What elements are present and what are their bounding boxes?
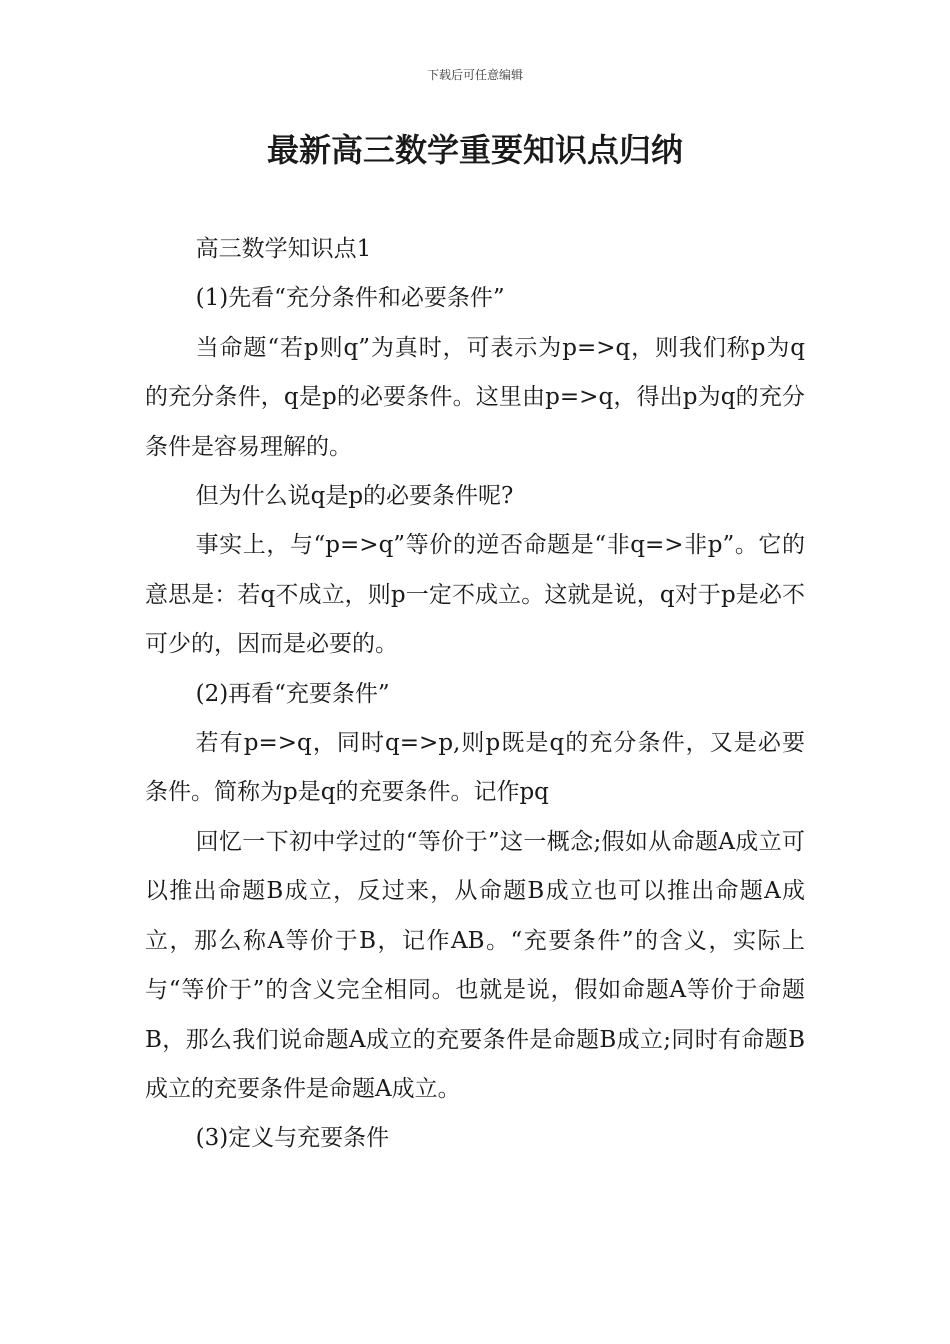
header-note: 下载后可任意编辑 <box>426 68 523 82</box>
paragraph-equivalence: 回忆一下初中学过的“等价于”这一概念;假如从命题A成立可以推出命题B成立，反过来，从命题B成立也可以推出命题A成立，那么称A等价于B，记作AB。“充要条件”的含义，实际上与“等价于”的含义完全相同。也就是说，假如命题A等价于命题B，那么我们说命题A成立的充要条件是命题B成立;同时有命题B成立的充要条件是命题A成立。 <box>145 828 805 1102</box>
paragraph-question: 但为什么说q是p的必要条件呢? <box>195 483 514 510</box>
paragraph-contrapositive: 事实上，与“p=>q”等价的逆否命题是“非q=>非p”。它的意思是：若q不成立，则p一定不成立。这就是说，q对于p是必不可少的，因而是必要的。 <box>145 532 805 658</box>
paragraph-sufficient-condition: 当命题“若p则q”为真时，可表示为p=>q，则我们称p为q的充分条件，q是p的必要条件。这里由p=>q，得出p为q的充分条件是容易理解的。 <box>145 334 805 460</box>
document-title: 最新高三数学重要知识点归纳 <box>266 131 683 169</box>
paragraph-section-1: (1)先看“充分条件和必要条件” <box>195 285 505 312</box>
paragraph-section-2: (2)再看“充要条件” <box>195 680 390 707</box>
paragraph-heading-1: 高三数学知识点1 <box>195 236 372 262</box>
paragraph-necessary-sufficient: 若有p=>q，同时q=>p,则p既是q的充分条件，又是必要条件。简称为p是q的充要条件。记作pq <box>145 730 805 806</box>
document-body <box>145 225 805 1164</box>
paragraph-section-3: (3)定义与充要条件 <box>195 1125 390 1152</box>
